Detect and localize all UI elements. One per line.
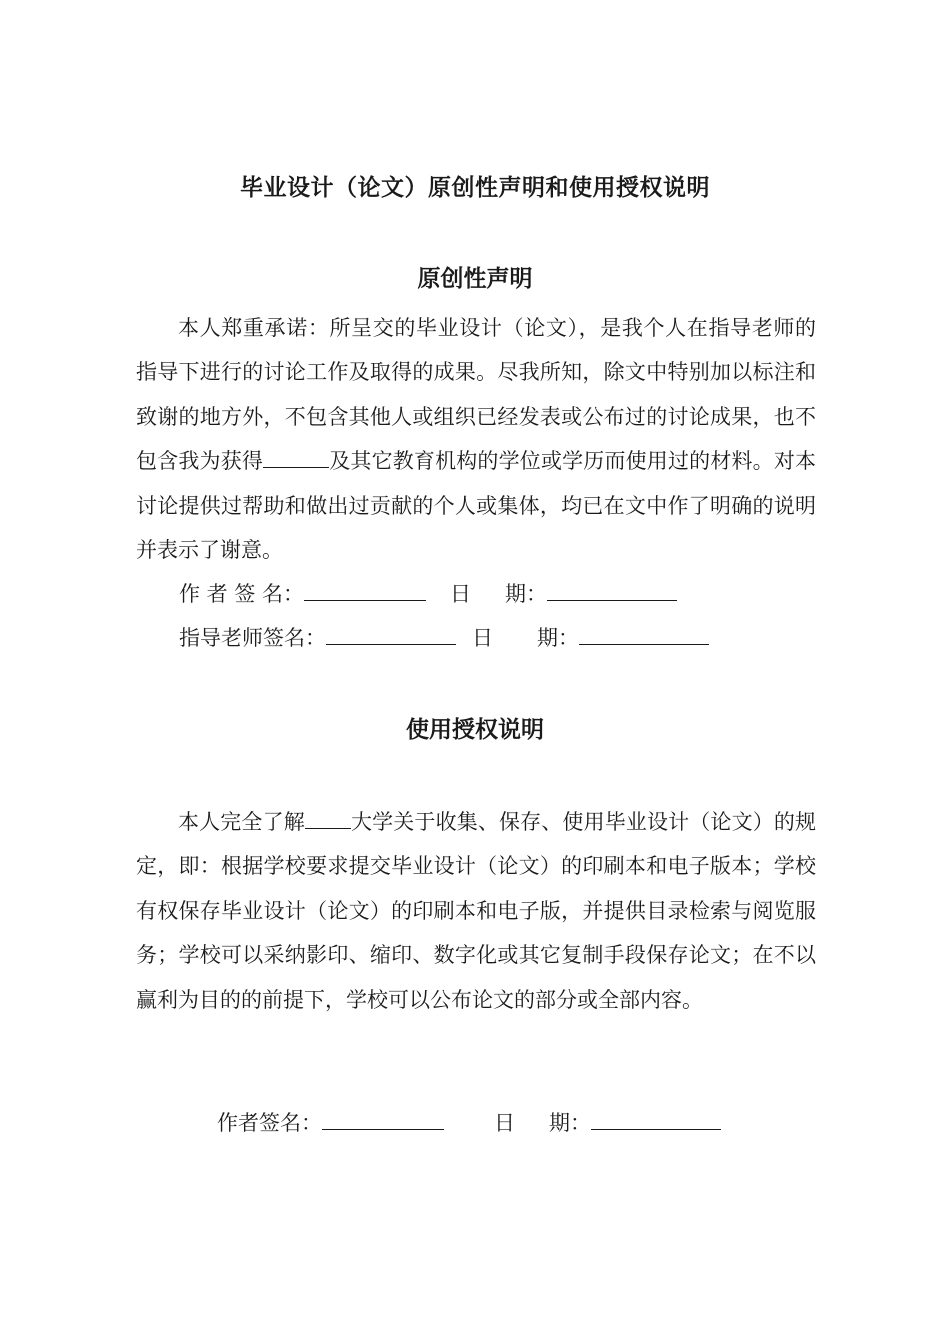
originality-statement (136, 306, 816, 572)
author-signature-row (179, 578, 677, 610)
date-label: 日 (450, 582, 472, 606)
date-label: 日 (472, 626, 493, 650)
date-label: 日 (494, 1111, 515, 1135)
advisor-sign-field[interactable] (326, 622, 456, 645)
authorization-date-field[interactable] (591, 1107, 721, 1130)
authorization-text-part1: 本人完全了解 (178, 810, 305, 834)
authorization-heading: 使用授权说明 (406, 717, 544, 743)
originality-text-part2: 及其它教育机构的学位或学历而使用过的材料。对本讨论提供过帮助和做出过贡献的个人或集体，均已在文中作了明确的说明并表示了谢意。 (136, 449, 817, 563)
date-label-suffix: 期： (549, 1111, 591, 1135)
authorization-statement (136, 800, 816, 1022)
date-label-suffix: 期： (537, 626, 579, 650)
institution-blank (263, 445, 329, 468)
originality-heading: 原创性声明 (417, 266, 533, 292)
date-label-suffix: 期： (505, 582, 548, 606)
author-date-field[interactable] (547, 578, 677, 601)
authorization-signature-row (217, 1107, 721, 1139)
advisor-date-field[interactable] (579, 622, 709, 645)
author-sign-field[interactable] (304, 578, 426, 601)
document-title: 毕业设计（论文）原创性声明和使用授权说明 (240, 175, 710, 201)
author-sign-label: 作者签名： (217, 1111, 322, 1135)
author-sign-label: 作 者 签 名： (179, 582, 305, 606)
advisor-signature-row (179, 622, 709, 654)
originality-text-part1: 本人郑重承诺：所呈交的毕业设计（论文），是我个人在指导老师的指导下进行的讨论工作及取得的成果。尽我所知，除文中特别加以标注和致谢的地方外，不包含其他人或组织已经发表或公布过的讨论成果，也不包含我为获得 (136, 316, 816, 474)
authorization-text-part2: 大学关于收集、保存、使用毕业设计（论文）的规定，即：根据学校要求提交毕业设计（论文）的印刷本和电子版本；学校有权保存毕业设计（论文）的印刷本和电子版，并提供目录检索与阅览服务；学校可以采纳影印、缩印、数字化或其它复制手段保存论文；在不以赢利为目的的前提下，学校可以公布论文的部分或全部内容。 (136, 810, 817, 1012)
university-blank (305, 806, 351, 829)
authorization-sign-field[interactable] (322, 1107, 444, 1130)
advisor-sign-label: 指导老师签名： (179, 626, 326, 650)
